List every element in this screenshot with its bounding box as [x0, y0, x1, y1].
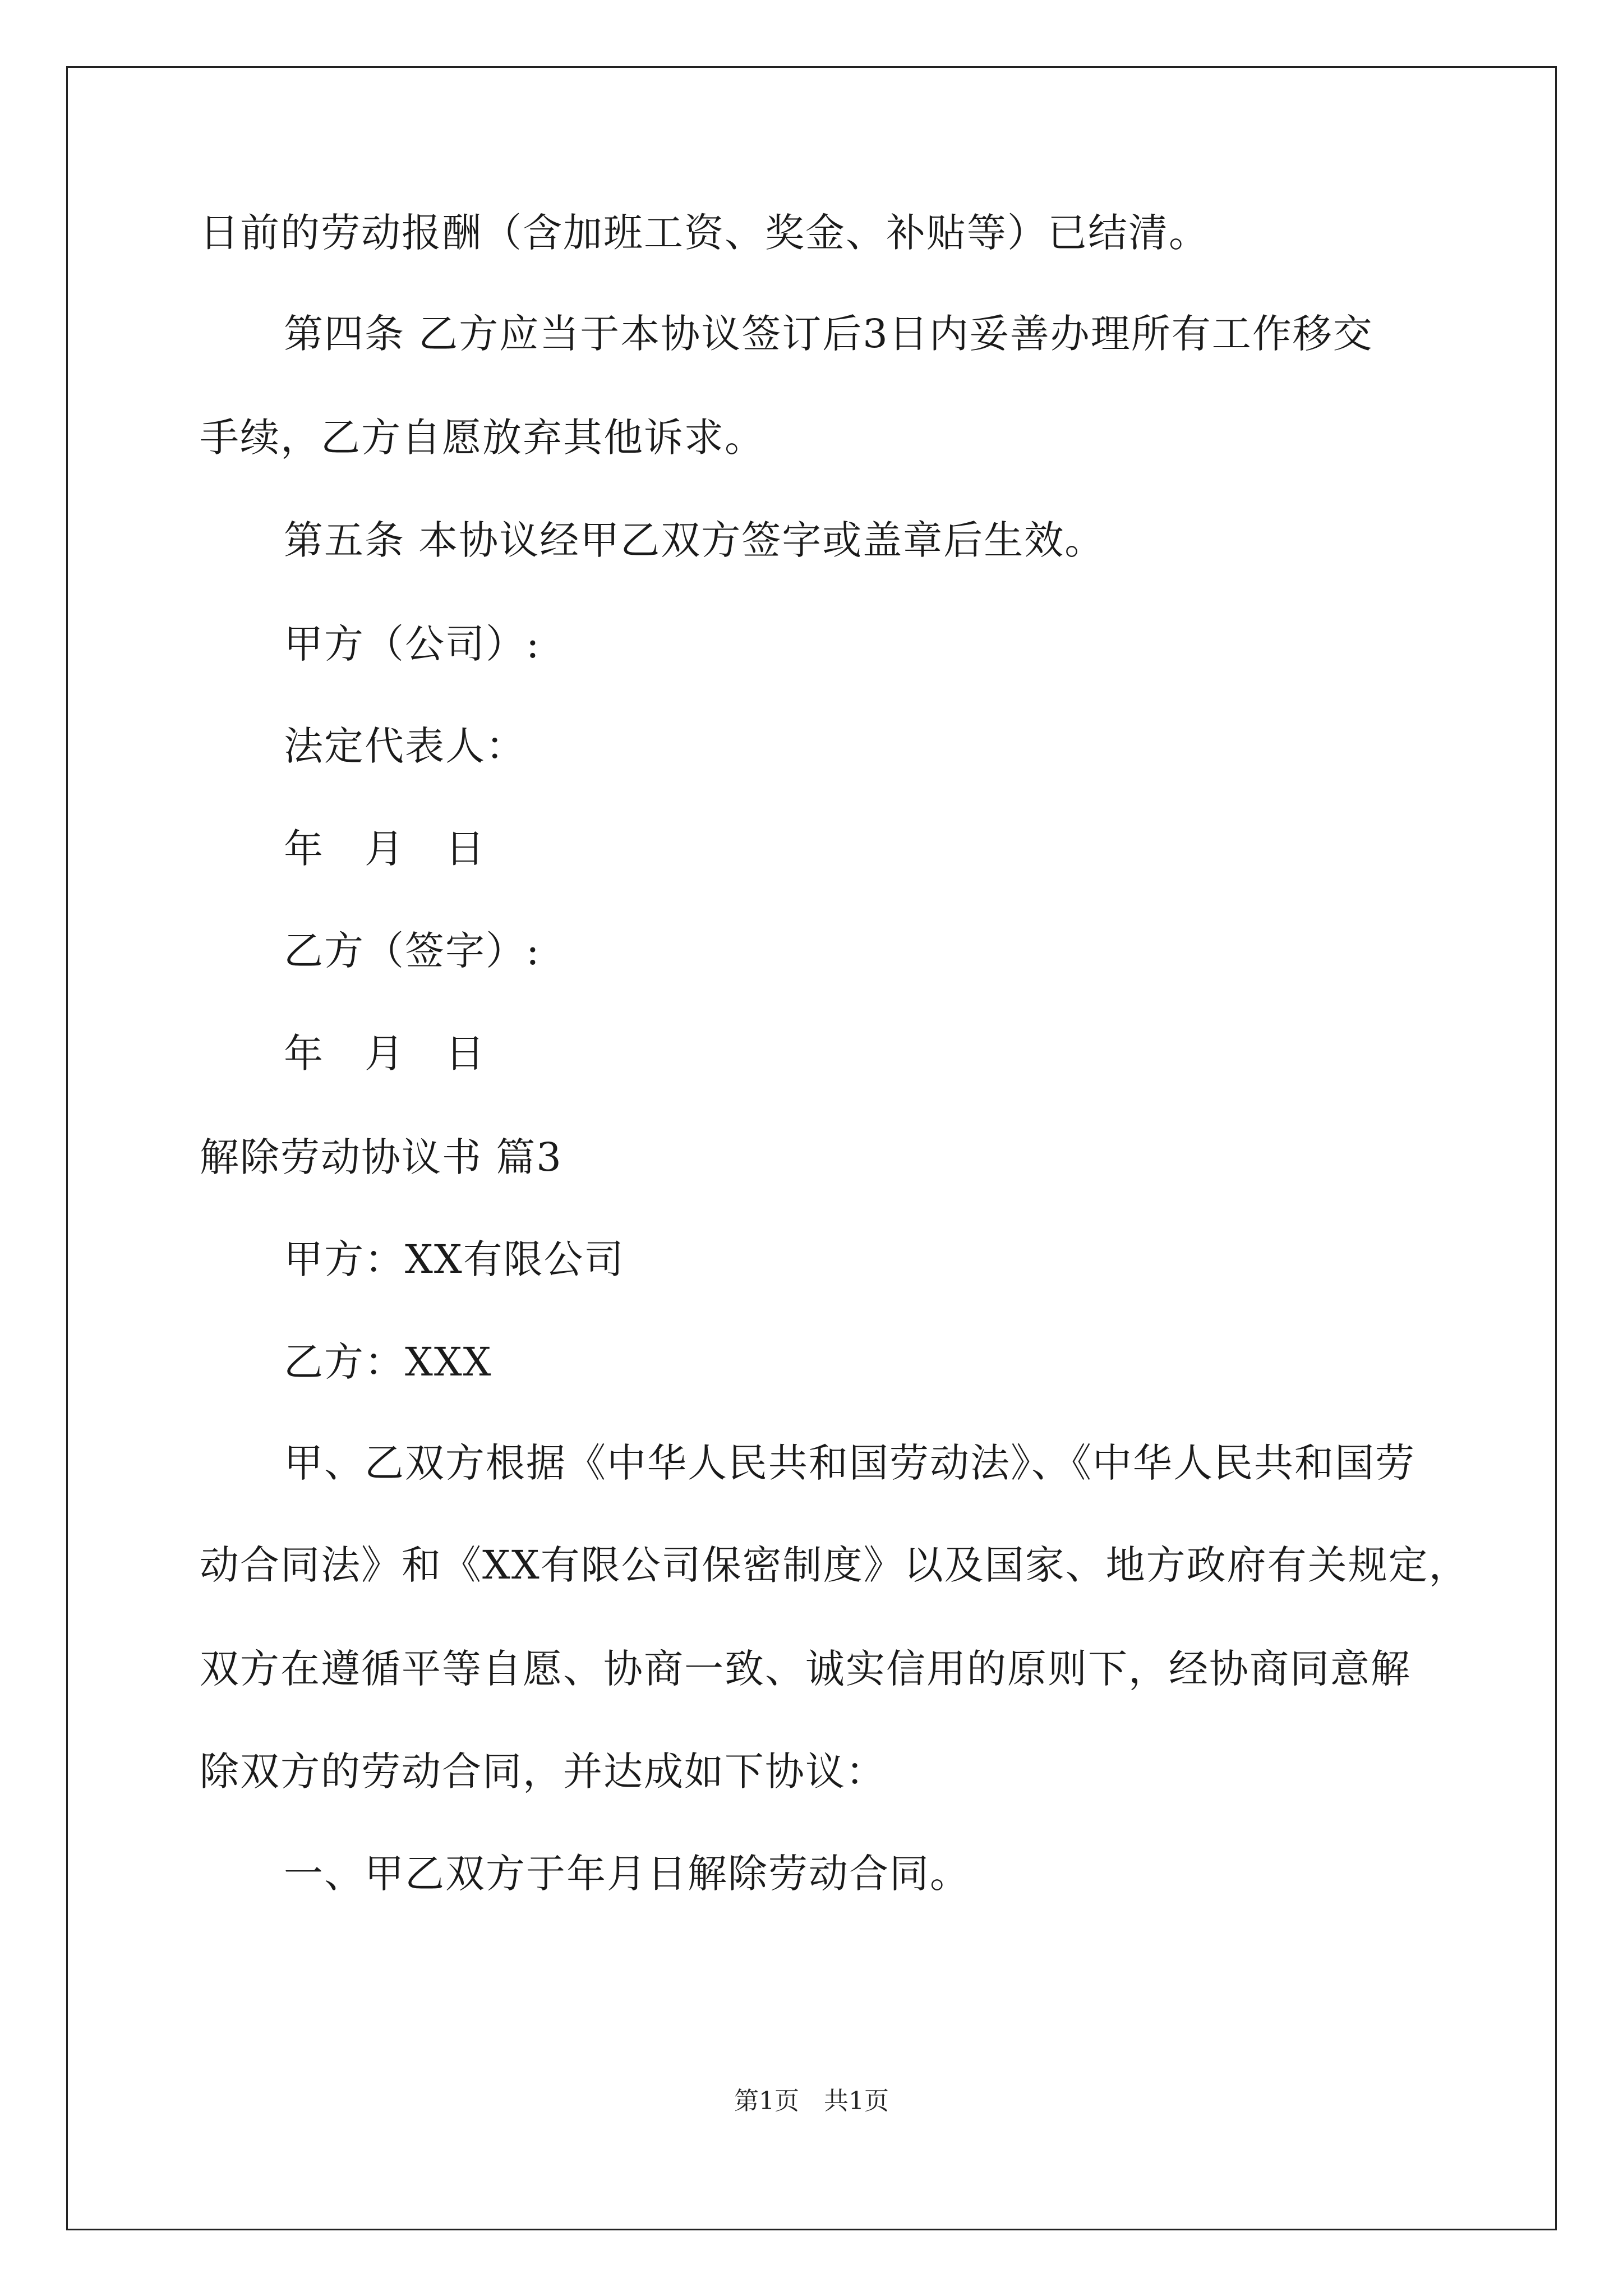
page-footer: 第1页 共1页: [734, 2087, 889, 2115]
text-line-2: 第四条 乙方应当于本协议签订后3日内妥善办理所有工作移交: [284, 311, 1373, 357]
section-heading: 解除劳动协议书 篇3: [200, 1134, 562, 1180]
text-line-14: 动合同法》和《XX有限公司保密制度》以及国家、地方政府有关规定，: [200, 1542, 1469, 1588]
party-a-label: 甲方（公司）:: [284, 621, 541, 667]
text-line-15: 双方在遵循平等自愿、协商一致、诚实信用的原则下，经协商同意解: [200, 1646, 1411, 1692]
party-b-signature-label: 乙方（签字）:: [284, 928, 541, 974]
text-line-13: 甲、乙双方根据《中华人民共和国劳动法》、《中华人民共和国劳: [284, 1440, 1415, 1486]
party-a-name: 甲方：XX有限公司: [284, 1236, 625, 1282]
text-line-17: 一、甲乙双方于年月日解除劳动合同。: [284, 1851, 970, 1897]
text-line-1: 日前的劳动报酬（含加班工资、奖金、补贴等）已结清。: [200, 210, 1209, 256]
date-line-2: 年 月 日: [284, 1030, 486, 1076]
text-line-3: 手续，乙方自愿放弃其他诉求。: [200, 415, 765, 461]
text-line-4: 第五条 本协议经甲乙双方签字或盖章后生效。: [284, 517, 1105, 563]
date-line-1: 年 月 日: [284, 826, 486, 872]
party-b-name: 乙方：XXX: [284, 1339, 492, 1385]
text-line-16: 除双方的劳动合同，并达成如下协议：: [200, 1749, 886, 1795]
legal-representative-label: 法定代表人：: [284, 723, 526, 769]
